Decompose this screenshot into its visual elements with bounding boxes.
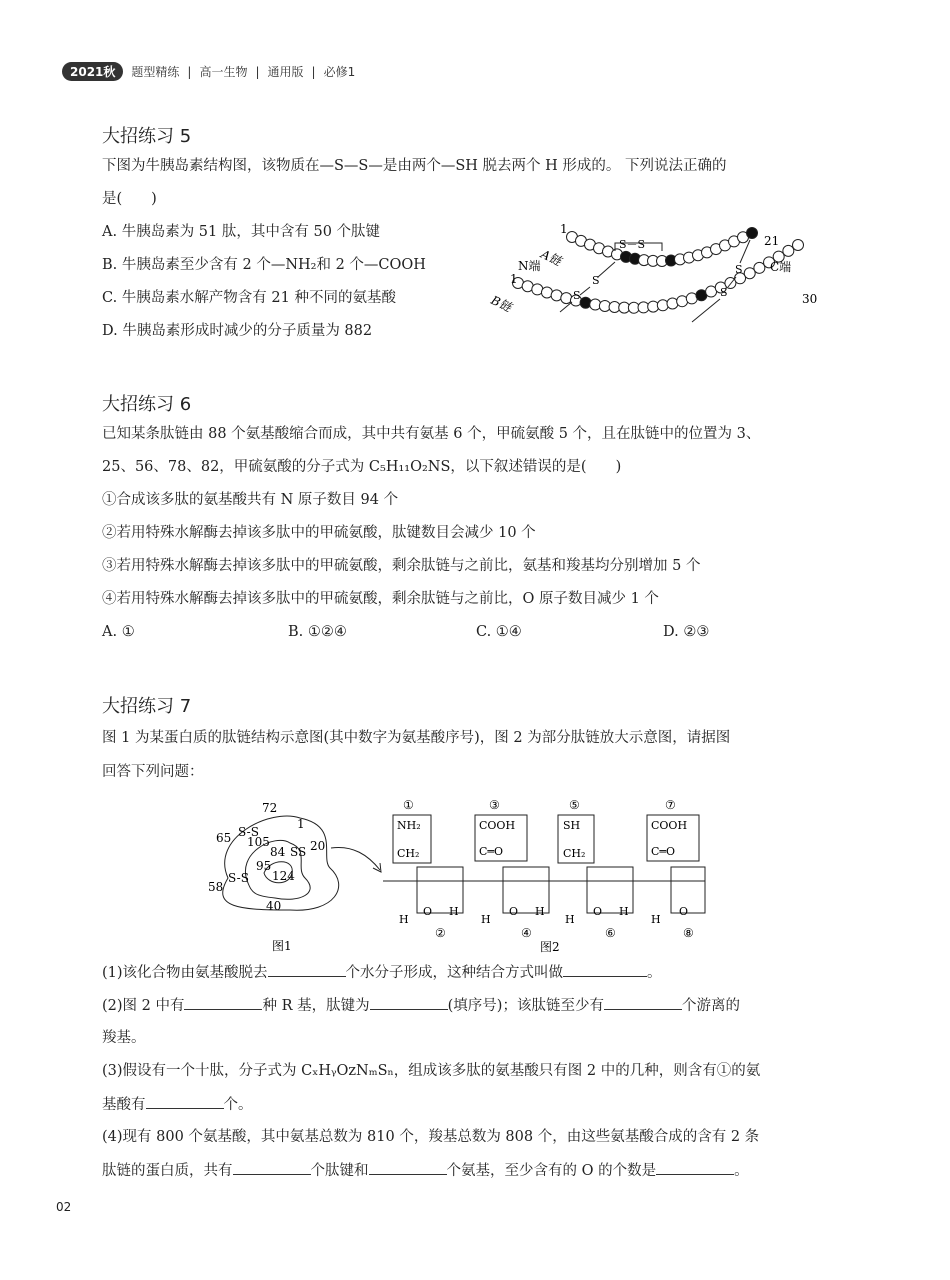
ex6-statement-3: ③若用特殊水解酶去掉该多肽中的甲硫氨酸，剩余肽链与之前比，氨基和羧基均分别增加 5 个 — [102, 558, 701, 574]
ex7-question-line1: 图 1 为某蛋白质的肽链结构示意图(其中数字为氨基酸序号)，图 2 为部分肽链放大示意图，请据图 — [102, 730, 731, 746]
amino-acid-bead — [783, 245, 794, 256]
ex7-question-line2: 回答下列问题： — [102, 764, 204, 780]
fig2-nh2: NH₂ — [397, 819, 421, 832]
fig2-o-1: O — [423, 905, 433, 918]
fig2-circle-6: ⑥ — [605, 926, 616, 940]
figure-1-caption: 图1 — [272, 939, 292, 953]
n-terminus-label: N端 — [518, 259, 541, 273]
fig2-co-1: C═O — [479, 845, 504, 858]
fig2-h-5: H — [565, 913, 575, 926]
ex5-option-d: D. 牛胰岛素形成时减少的分子质量为 882 — [102, 323, 373, 339]
figure-2-caption: 图2 — [540, 940, 560, 954]
ex6-option-d: D. ②③ — [663, 624, 710, 640]
insulin-amino-acid-chains — [513, 228, 804, 314]
insulin-structure-figure — [480, 215, 820, 340]
fig1-label-72: 72 — [262, 801, 278, 815]
b-chain-label: B链 — [488, 293, 514, 315]
ex6-option-c: C. ①④ — [476, 624, 522, 640]
fig2-h-2: H — [449, 905, 459, 918]
amino-acid-bead — [667, 298, 678, 309]
fig1-ss-3: S-S — [228, 871, 249, 885]
ex6-statement-4: ④若用特殊水解酶去掉该多肽中的甲硫氨酸，剩余肽链与之前比，O 原子数目减少 1 个 — [102, 591, 659, 607]
semester-badge: 2021秋 — [62, 62, 123, 81]
fig2-ch2-2: CH₂ — [563, 847, 586, 860]
disulfide-s2: S — [573, 289, 581, 302]
fig2-o-3: O — [593, 905, 603, 918]
fig1-label-124: 124 — [272, 869, 295, 883]
fig1-label-1: 1 — [297, 817, 305, 831]
fig2-o-2: O — [509, 905, 519, 918]
answer-blank[interactable] — [146, 1094, 224, 1109]
fig2-circle-5: ⑤ — [569, 798, 580, 812]
page-header: 2021秋 题型精练 | 高一生物 | 通用版 | 必修1 — [62, 62, 355, 81]
ex5-option-c: C. 牛胰岛素水解产物含有 21 种不同的氨基酸 — [102, 290, 396, 306]
fig2-o-4: O — [679, 905, 689, 918]
ex7-subquestion-4: (4)现有 800 个氨基酸，其中氨基总数为 810 个，羧基总数为 808 个，由这些氨基酸合成的含有 2 条 — [102, 1129, 760, 1145]
answer-blank[interactable] — [563, 962, 647, 977]
ex6-statement-1: ①合成该多肽的氨基酸共有 N 原子数目 94 个 — [102, 492, 399, 508]
ex5-option-a: A. 牛胰岛素为 51 肽，其中含有 50 个肽键 — [102, 224, 381, 240]
b-chain-end-number: 30 — [802, 292, 818, 306]
ex7-subquestion-3-cont: 基酸有 个。 — [102, 1094, 253, 1115]
answer-blank[interactable] — [268, 962, 346, 977]
fig2-h-6: H — [619, 905, 629, 918]
fig2-h-4: H — [535, 905, 545, 918]
amino-acid-bead — [580, 297, 591, 308]
ex6-option-b: B. ①②④ — [288, 624, 347, 640]
intra-chain-disulfide-label: S－S — [619, 238, 646, 251]
fig1-label-84: 84 — [270, 845, 286, 859]
disulfide-s4: S — [720, 286, 728, 299]
answer-blank[interactable] — [369, 1160, 447, 1175]
answer-blank[interactable] — [604, 995, 682, 1010]
ex7-subquestion-1: (1)该化合物由氨基酸脱去 个水分子形成，这种结合方式叫做 。 — [102, 962, 662, 983]
fig1-label-65: 65 — [216, 831, 232, 845]
exercise-7-title: 大招练习 7 — [102, 696, 192, 717]
answer-blank[interactable] — [656, 1160, 734, 1175]
ex6-question-line1: 已知某条肽链由 88 个氨基酸缩合而成，其中共有氨基 6 个，甲硫氨酸 5 个，且在肽链中的位置为 3、 — [102, 426, 761, 442]
fig2-cooh-2: COOH — [651, 819, 688, 832]
disulfide-s1: S — [592, 274, 600, 287]
series-label: 题型精练 — [131, 65, 180, 79]
fig1-label-20: 20 — [310, 839, 326, 853]
b-chain-start-number: 1 — [510, 272, 518, 286]
ex5-question-line2: 是( ) — [102, 191, 157, 207]
edition-label: 通用版 — [267, 65, 304, 79]
fig2-circle-1: ① — [403, 798, 414, 812]
volume-label: 必修1 — [323, 65, 356, 79]
ex7-subquestion-4-cont: 肽链的蛋白质，共有 个肽键和 个氨基，至少含有的 O 的个数是 。 — [102, 1160, 749, 1181]
fig2-bond-labels — [399, 905, 688, 926]
ex7-subquestion-3: (3)假设有一个十肽，分子式为 CₓHᵧOzNₘSₙ，组成该多肽的氨基酸只有图 2 中的几种，则含有①的氨 — [102, 1063, 761, 1079]
disulfide-s3: S — [735, 263, 743, 276]
amino-acid-bead — [657, 300, 668, 311]
answer-blank[interactable] — [184, 995, 262, 1010]
fig1-label-105: 105 — [247, 835, 270, 849]
amino-acid-bead — [747, 228, 758, 239]
answer-blank[interactable] — [370, 995, 448, 1010]
fig2-cooh-1: COOH — [479, 819, 516, 832]
fig1-label-95: 95 — [256, 859, 272, 873]
a-chain-start-number: 1 — [560, 222, 568, 236]
fig1-label-58: 58 — [208, 880, 224, 894]
fig2-residue-labels — [403, 798, 676, 812]
ex6-question-line2: 25、56、78、82，甲硫氨酸的分子式为 C₅H₁₁O₂NS，以下叙述错误的是( ) — [102, 459, 622, 475]
ex6-statement-2: ②若用特殊水解酶去掉该多肽中的甲硫氨酸，肽键数目会减少 10 个 — [102, 525, 536, 541]
a-chain-label: A链 — [538, 247, 564, 269]
fig2-ch2-1: CH₂ — [397, 847, 420, 860]
fig2-sh: SH — [563, 819, 581, 832]
page-number: 02 — [56, 1200, 72, 1214]
ex6-option-a: A. ① — [102, 624, 135, 640]
subject-label: 高一生物 — [199, 65, 248, 79]
ex5-option-b: B. 牛胰岛素至少含有 2 个—NH₂和 2 个—COOH — [102, 257, 426, 273]
fig2-circle-4: ④ — [521, 926, 532, 940]
fig2-h-7: H — [651, 913, 661, 926]
ex7-subquestion-2: (2)图 2 中有 种 R 基，肽键为 (填序号)；该肽链至少有 个游离的 — [102, 995, 740, 1016]
fig1-ss-1: S-S — [238, 825, 259, 839]
fig2-circle-8: ⑧ — [683, 926, 694, 940]
fig2-h-3: H — [481, 913, 491, 926]
fig2-co-2: C═O — [651, 845, 676, 858]
figure-2-peptide-detail — [375, 795, 715, 955]
fig1-ss-2: SS — [290, 845, 307, 859]
fig2-h-1: H — [399, 913, 409, 926]
fig1-label-40: 40 — [266, 899, 282, 913]
amino-acid-bead — [793, 240, 804, 251]
fig2-circle-7: ⑦ — [665, 798, 676, 812]
fig2-circle-3: ③ — [489, 798, 500, 812]
answer-blank[interactable] — [233, 1160, 311, 1175]
a-chain-end-number: 21 — [764, 234, 780, 248]
fig2-circle-2: ② — [435, 926, 446, 940]
exercise-6-title: 大招练习 6 — [102, 394, 192, 415]
exercise-5-title: 大招练习 5 — [102, 126, 192, 147]
ex7-subquestion-2-cont: 羧基。 — [102, 1030, 146, 1046]
c-terminus-label: C端 — [770, 260, 792, 274]
amino-acid-bead — [754, 262, 765, 273]
ex5-question-line1: 下图为牛胰岛素结构图，该物质在—S—S—是由两个—SH 脱去两个 H 形成的。 下列说法正确的 — [102, 158, 727, 174]
